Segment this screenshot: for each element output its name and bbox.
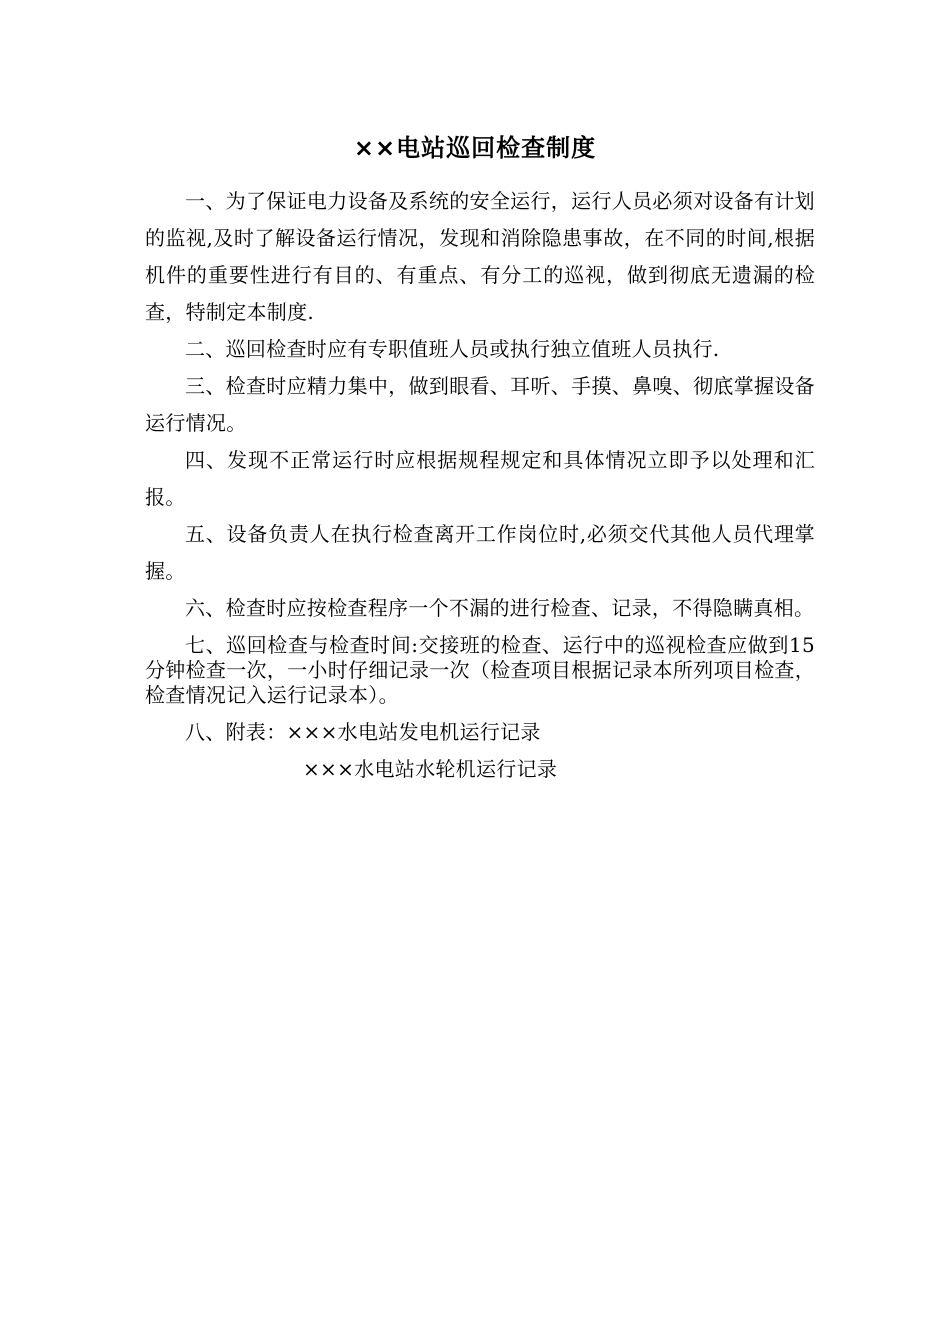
attachment-item-generator-log: ×××水电站发电机运行记录 [286,720,541,744]
attachment-line-1 [145,714,815,751]
paragraph-4: 四、发现不正常运行时应根据规程规定和具体情况立即予以处理和汇报。 [145,448,815,509]
paragraph-2: 二、巡回检查时应有专职值班人员或执行独立值班人员执行. [185,337,720,361]
paragraph-1: 一、为了保证电力设备及系统的安全运行，运行人员必须对设备有计划的监视,及时了解设备运行情况，发现和消除隐患事故，在不同的时间,根据机件的重要性进行有目的、有重点、有分工的巡视，做到彻底无遗漏的检查，特制定本制度. [145,189,815,324]
paragraph-3: 三、检查时应精力集中，做到眼看、耳听、手摸、鼻嗅、彻底掌握设备运行情况。 [145,374,815,435]
document-title: ××电站巡回检查制度 [353,134,597,162]
paragraph-7: 七、巡回检查与检查时间:交接班的检查、运行中的巡视检查应做到15分钟检查一次，一小时仔细记录一次（检查项目根据记录本所列项目检查，检查情况记入运行记录本）。 [145,633,815,707]
document-body [145,183,815,788]
paragraph-6: 六、检查时应按检查程序一个不漏的进行检查、记录，不得隐瞒真相。 [185,596,815,620]
attachment-item-turbine-log: ×××水电站水轮机运行记录 [303,757,558,781]
attachment-label: 八、附表： [185,720,287,744]
paragraph-5: 五、设备负责人在执行检查离开工作岗位时,必须交代其他人员代理掌握。 [145,522,815,583]
attachment-line-2 [145,751,815,788]
